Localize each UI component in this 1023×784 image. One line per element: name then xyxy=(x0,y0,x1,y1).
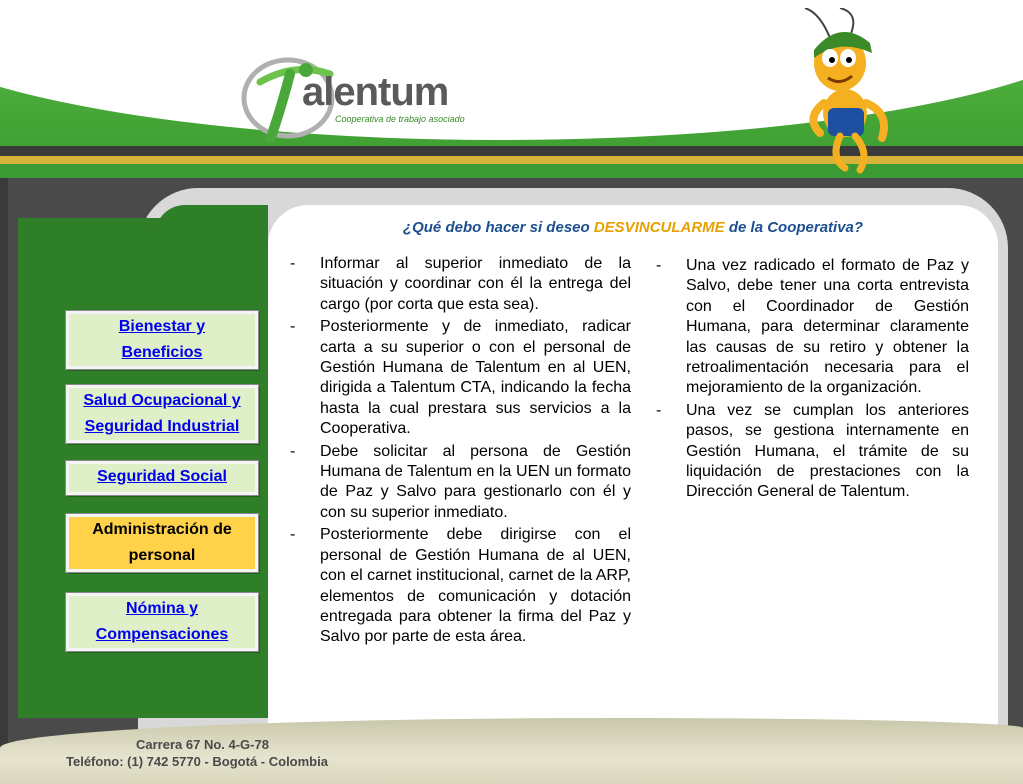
left-column xyxy=(288,254,631,650)
nav-admin-line1: Administración de xyxy=(92,521,232,538)
left-bullet-list xyxy=(288,254,631,648)
nav-salud-ocupacional[interactable] xyxy=(66,385,258,443)
bullet-text: Posteriormente y de inmediato, radicar carta a su superior o con el personal de Gestión Humana de Talentum en al UEN, dirigida a Talentum CTA, indicando la fecha hasta la cual prestara sus servicios a la Cooperativa. xyxy=(320,318,631,438)
bullet-text: Posteriormente debe dirigirse con el personal de Gestión Humana de al UEN, con el carnet institucional, carnet de la ARP, elementos de comunicación y dotación entregada para obtener la firma del Paz y Salvo por parte de esta área. xyxy=(320,526,631,646)
list-item xyxy=(654,256,969,399)
logo-subtitle: Cooperativa de trabajo asociado xyxy=(335,114,465,124)
logo-wordmark: alentum xyxy=(302,70,449,114)
title-suffix: de la Cooperativa? xyxy=(724,219,864,236)
bullet-text: Informar al superior inmediato de la situación y coordinar con él la entrega del cargo (por corta que esta sea). xyxy=(320,255,631,313)
sidebar-corner xyxy=(155,205,268,235)
title-highlight: DESVINCULARME xyxy=(593,219,725,236)
list-item xyxy=(288,442,631,524)
nav-salud-line1[interactable]: Salud Ocupacional y xyxy=(83,392,241,409)
nav-nomina-compensaciones[interactable] xyxy=(66,593,258,651)
ant-mascot-icon xyxy=(800,8,900,178)
list-item xyxy=(654,401,969,503)
header-banner xyxy=(0,0,1023,178)
nav-administracion-personal[interactable] xyxy=(66,514,258,572)
nav-nomina-line1[interactable]: Nómina y xyxy=(125,600,198,617)
bullet-marker: - xyxy=(290,255,296,272)
page-title xyxy=(268,219,998,236)
nav-nomina-line2[interactable]: Compensaciones xyxy=(95,626,229,643)
nav-salud-line2[interactable]: Seguridad Industrial xyxy=(84,418,240,435)
list-item xyxy=(288,317,631,439)
right-column xyxy=(654,256,969,505)
nav-bienestar-line1[interactable]: Bienestar y xyxy=(118,318,206,335)
list-item xyxy=(288,254,631,315)
bullet-marker: - xyxy=(290,526,296,544)
list-item xyxy=(288,525,631,647)
bullet-text: Debe solicitar al persona de Gestión Humana de Talentum en la UEN un formato de Paz y Salvo para gestionarlo con él y con su superior inmediato. xyxy=(320,442,631,521)
footer-phone: Teléfono: (1) 742 5770 - Bogotá - Colombia xyxy=(66,754,328,769)
nav-bienestar-line2[interactable]: Beneficios xyxy=(121,344,203,361)
nav-admin-line2: personal xyxy=(128,547,196,564)
title-prefix: ¿Qué debo hacer si deseo xyxy=(402,219,594,236)
nav-bienestar-beneficios[interactable] xyxy=(66,311,258,369)
bullet-marker: - xyxy=(656,401,662,419)
right-bullet-list xyxy=(654,256,969,503)
bullet-text: Una vez se cumplan los anteriores pasos, se gestiona internamente en Gestión Humana, el trámite de su liquidación de prestaciones con la Dirección General de Talentum. xyxy=(686,401,969,501)
footer-address: Carrera 67 No. 4-G-78 xyxy=(136,737,269,752)
bullet-marker: - xyxy=(290,442,296,460)
nav-seguridad-social[interactable] xyxy=(66,461,258,495)
bullet-marker: - xyxy=(290,318,296,336)
nav-seguridad-social-label[interactable]: Seguridad Social xyxy=(97,468,227,485)
talentum-logo[interactable] xyxy=(240,52,490,142)
bullet-text: Una vez radicado el formato de Paz y Salvo, debe tener una corta entrevista con el Coordinador de Gestión Humana, para determinar claramente las causas de su retiro y obtener la retroalimentación necesaria para el mejoramiento de la organización. xyxy=(686,257,969,397)
bullet-marker: - xyxy=(656,257,662,274)
